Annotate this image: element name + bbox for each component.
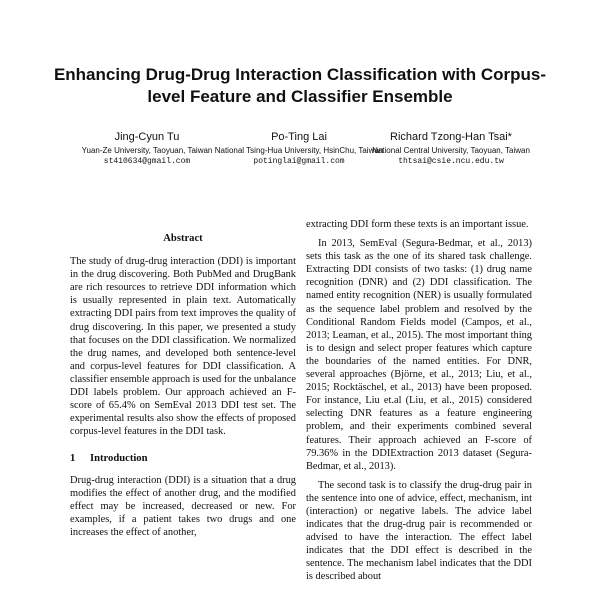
author-email: thtsai@csie.ncu.edu.tw xyxy=(398,156,504,166)
author-email: st410634@gmail.com xyxy=(103,156,191,166)
section-title: Introduction xyxy=(90,453,148,465)
author-name: Jing-Cyun Tu xyxy=(114,131,180,143)
paper-title: Enhancing Drug-Drug Interaction Classification with Corpus-level Feature and Classifier Ensemble xyxy=(53,65,547,106)
author-3 xyxy=(366,130,536,167)
left-column xyxy=(70,232,296,539)
section-heading xyxy=(70,452,296,465)
body-paragraph: In 2013, SemEval (Segura-Bedmar, et al., 2013) sets this task as the one of its shared task challenge. Extracting DDI consists of two tasks: (1) drug name recognition (DNR) and (2) DDI classification. The named entity recognition (NER) is usually formulated as the sequence label problem and resolved by the Conditional Random Fields model (Campos, et al., 2013; Leaman, et al., 2015). The most important thing is to design and select proper features which capture the boundaries of the named entities. For DNR, several approaches (Björne, et al., 2013; Liu, et al., 2015; Rocktäschel, et al., 2013) have been proposed. For instance, Liu et.al (Liu, et al., 2015) considered selecting DNR features as a feature engineering problem, and their experiments combined several features. Their approach achieved an F-score of 79.36% in the DDIExtraction 2013 dataset (Segura-Bedmar, et al., 2013). xyxy=(306,238,532,472)
author-affiliation: Yuan-Ze University, Taoyuan, Taiwan xyxy=(81,146,213,155)
author-email: potinglai@gmail.com xyxy=(253,156,345,166)
right-column xyxy=(306,218,532,584)
abstract-heading: Abstract xyxy=(163,233,203,244)
author-name: Po-Ting Lai xyxy=(271,131,327,143)
body-paragraph: extracting DDI form these texts is an important issue. xyxy=(306,219,529,230)
body-paragraph: The second task is to classify the drug-drug pair in the sentence into one of advice, effect, mechanism, int (interaction) or negative labels. The advice label indicates that the drug-drug pair is recommended or advised to have the interaction. The effect label indicates that the DDI effect is described in the sentence. The mechanism label indicates that the DDI is described about xyxy=(306,479,532,583)
intro-paragraph: Drug-drug interaction (DDI) is a situation that a drug modifies the effect of another drug, and the modified effect may be increased, decreased or new. For examples, if a patient takes two drugs and one increases the effect of another, xyxy=(70,474,296,538)
author-affiliation: National Central University, Taoyuan, Taiwan xyxy=(372,146,530,155)
abstract-text: The study of drug-drug interaction (DDI) is important in the drug discovering. Both PubMed and DrugBank are rich resources to retrieve DDI information which is usually represented in plain text. Automatically extracting DDI pairs from text improves the quality of drug discovering. In this paper, we presented a study that focuses on the DDI classification. We normalized the drug names, and developed both sentence-level and corpus-level features for DDI classification. A classifier ensemble approach is used for the unbalance DDI labels problem. Our approach achieved an F-score of 65.4% on SemEval 2013 DDI test set. The experimental results also show the effects of proposed corpus-level features in the DDI task. xyxy=(70,256,296,438)
author-2 xyxy=(214,130,384,167)
author-affiliation: National Tsing-Hua University, HsinChu, Taiwan xyxy=(214,146,384,155)
author-name: Richard Tzong-Han Tsai* xyxy=(390,131,512,143)
author-1 xyxy=(62,130,232,167)
section-number: 1 xyxy=(70,453,76,465)
